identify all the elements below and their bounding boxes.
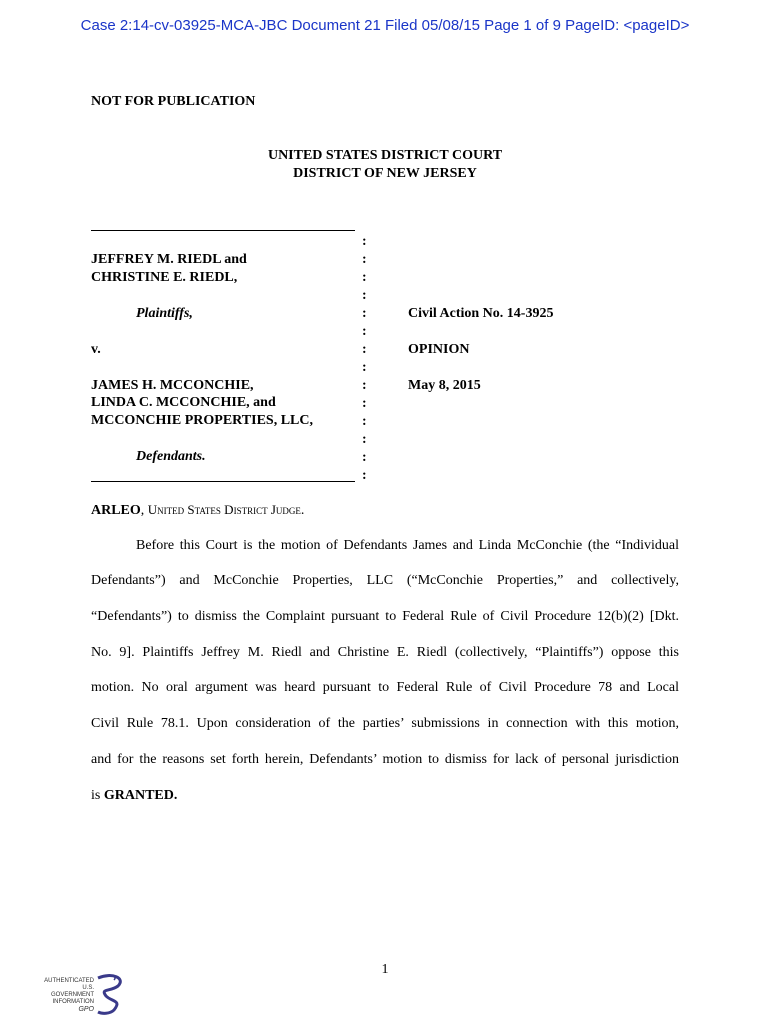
caption-top-rule: [91, 230, 355, 231]
caption-colon: :: [362, 234, 367, 249]
body-line: No. 9]. Plaintiffs Jeffrey M. Riedl and Christine E. Riedl (collectively, “Plaintiffs”) oppose this: [91, 645, 679, 660]
judge-period: .: [300, 503, 305, 518]
plaintiff-name: JEFFREY M. RIEDL and: [91, 252, 247, 267]
gpo-logo-text: U.S. GOVERNMENT: [50, 985, 94, 998]
caption-colon: :: [362, 252, 367, 267]
caption-colon: :: [362, 360, 367, 375]
gpo-logo-text: GPO: [78, 1006, 94, 1013]
body-line: Before this Court is the motion of Defendants James and Linda McConchie (the “Individual: [136, 538, 679, 553]
defendant-name: MCCONCHIE PROPERTIES, LLC,: [91, 413, 313, 428]
page-number: 1: [381, 962, 389, 977]
versus: v.: [91, 342, 101, 357]
body-line: Civil Rule 78.1. Upon consideration of the parties’ submissions in connection with this motion,: [91, 716, 679, 731]
opinion-date: May 8, 2015: [408, 378, 481, 393]
body-line: Defendants”) and McConchie Properties, LLC (“McConchie Properties,” and collectively,: [91, 573, 679, 588]
judge-title: United States District Judge: [147, 502, 301, 517]
body-line: and for the reasons set forth herein, Defendants’ motion to dismiss for lack of personal jurisdiction: [91, 752, 679, 767]
judge-separator: ,: [140, 503, 148, 518]
caption-colon: :: [362, 342, 367, 357]
caption-colon: :: [362, 378, 367, 393]
caption-colon: :: [362, 288, 367, 303]
caption-colon: :: [362, 270, 367, 285]
caption-colon: :: [362, 396, 367, 411]
eagle-icon: [92, 972, 128, 1016]
caption-colon: :: [362, 468, 367, 483]
court-district: DISTRICT OF NEW JERSEY: [293, 166, 477, 181]
caption-colon: :: [362, 450, 367, 465]
body-line: “Defendants”) to dismiss the Complaint pursuant to Federal Rule of Civil Procedure 12(b)(2) [Dkt.: [91, 609, 679, 624]
defendant-name: JAMES H. MCCONCHIE,: [91, 378, 254, 393]
plaintiff-name: CHRISTINE E. RIEDL,: [91, 270, 238, 285]
ruling: GRANTED.: [103, 788, 178, 803]
plaintiffs-role: Plaintiffs,: [136, 306, 193, 321]
caption-colon: :: [362, 324, 367, 339]
body-line: motion. No oral argument was heard pursuant to Federal Rule of Civil Procedure 78 and Local: [91, 680, 679, 695]
defendant-name: LINDA C. MCCONCHIE, and: [91, 395, 276, 410]
caption-colon: :: [362, 306, 367, 321]
defendants-role: Defendants.: [136, 449, 206, 464]
judge-name: ARLEO: [91, 503, 141, 518]
publication-notice: NOT FOR PUBLICATION: [91, 94, 256, 109]
body-final-prefix: is: [91, 788, 104, 803]
caption-colon: :: [362, 414, 367, 429]
gpo-logo-text: INFORMATION: [52, 999, 94, 1005]
body-final-line: [91, 788, 177, 804]
filing-header-stamp: Case 2:14-cv-03925-MCA-JBC Document 21 Filed 05/08/15 Page 1 of 9 PageID: <pageID>: [80, 17, 690, 34]
gpo-authentication-logo: [40, 970, 132, 1016]
gpo-logo-text: AUTHENTICATED: [44, 978, 94, 984]
judge-line: [91, 502, 304, 519]
caption-colon: :: [362, 432, 367, 447]
caption-bottom-rule: [91, 481, 355, 482]
document-type: OPINION: [408, 342, 470, 357]
court-name: UNITED STATES DISTRICT COURT: [267, 148, 503, 163]
case-number: Civil Action No. 14-3925: [408, 306, 554, 321]
